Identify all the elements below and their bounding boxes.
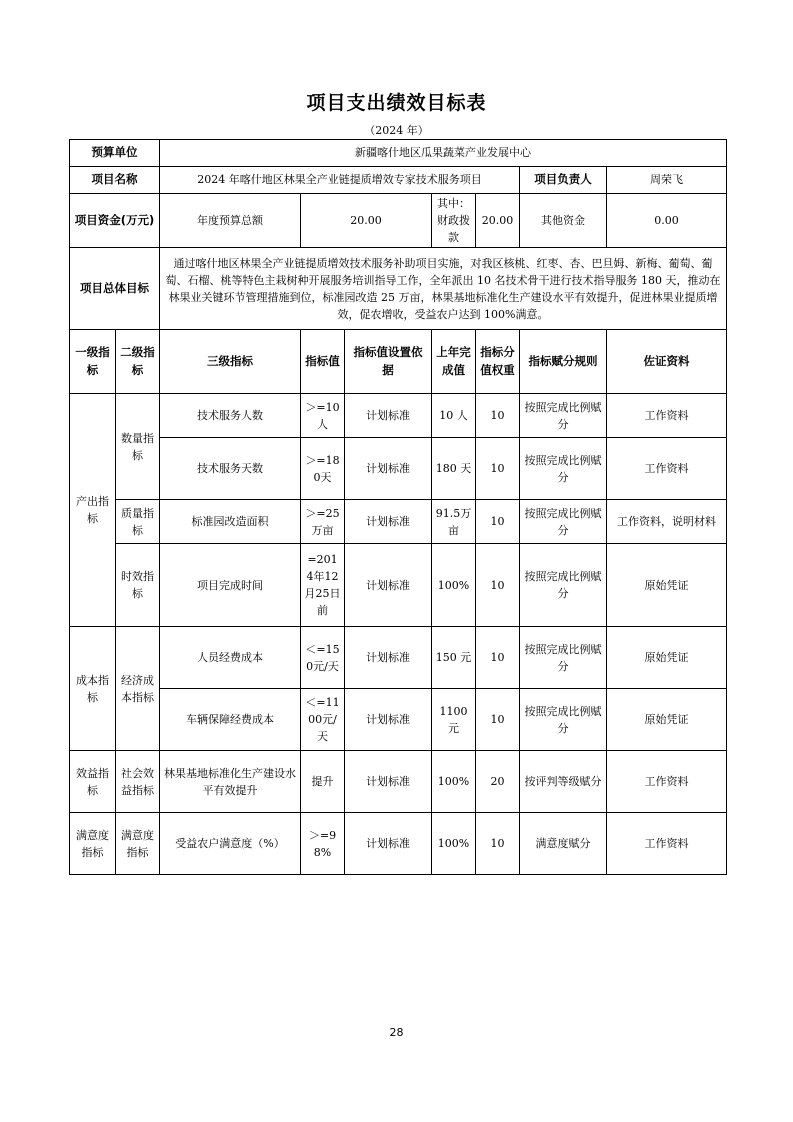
- indicator-name: 车辆保障经费成本: [160, 689, 301, 751]
- indicator-value: ＞=98%: [301, 813, 345, 875]
- fiscal-value: 20.00: [476, 194, 520, 248]
- indicator-weight: 10: [476, 500, 520, 544]
- indicator-rule: 按照完成比例赋分: [520, 627, 607, 689]
- annual-label: 年度预算总额: [160, 194, 301, 248]
- indicator-basis: 计划标准: [345, 500, 432, 544]
- table-row: [70, 500, 727, 544]
- indicator-evidence: 工作资料: [607, 751, 727, 813]
- table-row: [70, 544, 727, 627]
- indicator-last-year: 150 元: [432, 627, 476, 689]
- indicator-evidence: 工作资料，说明材料: [607, 500, 727, 544]
- name-value: 2024 年喀什地区林果全产业链提质增效专家技术服务项目: [160, 167, 520, 194]
- header-rule: 指标赋分规则: [520, 330, 607, 394]
- header-level3: 三级指标: [160, 330, 301, 394]
- indicator-last-year: 100%: [432, 544, 476, 627]
- group-timeliness: 时效指标: [116, 544, 160, 627]
- other-label: 其他资金: [520, 194, 607, 248]
- indicator-evidence: 工作资料: [607, 394, 727, 438]
- table-row: [70, 438, 727, 500]
- indicator-weight: 10: [476, 544, 520, 627]
- indicator-rule: 按照完成比例赋分: [520, 544, 607, 627]
- indicator-rule: 按评判等级赋分: [520, 751, 607, 813]
- indicator-basis: 计划标准: [345, 544, 432, 627]
- other-value: 0.00: [607, 194, 727, 248]
- page-title: 项目支出绩效目标表: [306, 92, 487, 114]
- indicator-evidence: 原始凭证: [607, 627, 727, 689]
- indicator-basis: 计划标准: [345, 394, 432, 438]
- goal-label: 项目总体目标: [70, 248, 160, 330]
- indicator-value: ＞=10人: [301, 394, 345, 438]
- indicator-evidence: 工作资料: [607, 813, 727, 875]
- indicator-rule: 按照完成比例赋分: [520, 394, 607, 438]
- indicator-evidence: 原始凭证: [607, 689, 727, 751]
- indicator-name: 技术服务天数: [160, 438, 301, 500]
- indicator-last-year: 1100元: [432, 689, 476, 751]
- table-row: [70, 813, 727, 875]
- table-row: [70, 627, 727, 689]
- indicator-name: 人员经费成本: [160, 627, 301, 689]
- group-output: 产出指标: [70, 394, 116, 627]
- indicator-name: 项目完成时间: [160, 544, 301, 627]
- name-row: [70, 167, 727, 194]
- header-level1: 一级指标: [70, 330, 116, 394]
- group-cost: 成本指标: [70, 627, 116, 751]
- indicator-value: ＜=1100元/天: [301, 689, 345, 751]
- year-label: （2024 年）: [364, 124, 429, 137]
- indicator-basis: 计划标准: [345, 813, 432, 875]
- indicator-basis: 计划标准: [345, 689, 432, 751]
- header-row: [70, 330, 727, 394]
- indicator-last-year: 10 人: [432, 394, 476, 438]
- indicator-rule: 按照完成比例赋分: [520, 438, 607, 500]
- group-quantity: 数量指标: [116, 394, 160, 500]
- goal-value: 通过喀什地区林果全产业链提质增效技术服务补助项目实施，对我区核桃、红枣、杏、巴旦姆、新梅、葡萄、葡萄、石榴、桃等特色主栽树种开展服务培训指导工作，全年派出 10 名技术骨干进行技术指导服务 180 天，推动在林果业关键环节管理措施到位，标准园改造 25 万亩，林果基地标准化生产建设水平有效提升，促进林果业提质增效，促农增收，受益农户达到 100%满意。: [160, 248, 727, 330]
- indicator-name: 技术服务人数: [160, 394, 301, 438]
- fund-label: 项目资金(万元): [70, 194, 160, 248]
- indicator-basis: 计划标准: [345, 438, 432, 500]
- indicator-value: =2014年12月25日前: [301, 544, 345, 627]
- indicator-basis: 计划标准: [345, 751, 432, 813]
- indicator-evidence: 工作资料: [607, 438, 727, 500]
- table-row: [70, 689, 727, 751]
- indicator-last-year: 100%: [432, 751, 476, 813]
- indicator-weight: 20: [476, 751, 520, 813]
- group-economic-cost: 经济成本指标: [116, 627, 160, 751]
- unit-value: 新疆喀什地区瓜果蔬菜产业发展中心: [160, 140, 727, 167]
- indicator-name: 林果基地标准化生产建设水平有效提升: [160, 751, 301, 813]
- group-satisfaction-sub: 满意度指标: [116, 813, 160, 875]
- header-basis: 指标值设置依据: [345, 330, 432, 394]
- indicator-weight: 10: [476, 394, 520, 438]
- indicator-value: ＜=150元/天: [301, 627, 345, 689]
- annual-value: 20.00: [301, 194, 432, 248]
- page-number: 28: [389, 1026, 404, 1039]
- unit-row: [70, 140, 727, 167]
- indicator-value: 提升: [301, 751, 345, 813]
- indicator-evidence: 原始凭证: [607, 544, 727, 627]
- unit-label: 预算单位: [70, 140, 160, 167]
- table-row: [70, 751, 727, 813]
- indicator-basis: 计划标准: [345, 627, 432, 689]
- indicator-last-year: 100%: [432, 813, 476, 875]
- indicator-rule: 满意度赋分: [520, 813, 607, 875]
- fund-row: [70, 194, 727, 248]
- leader-label: 项目负责人: [520, 167, 607, 194]
- indicator-rule: 按照完成比例赋分: [520, 689, 607, 751]
- indicator-last-year: 91.5万亩: [432, 500, 476, 544]
- indicator-weight: 10: [476, 438, 520, 500]
- group-benefit: 效益指标: [70, 751, 116, 813]
- indicator-value: ＞=25万亩: [301, 500, 345, 544]
- indicator-weight: 10: [476, 813, 520, 875]
- header-last-year: 上年完成值: [432, 330, 476, 394]
- indicator-last-year: 180 天: [432, 438, 476, 500]
- group-social-benefit: 社会效益指标: [116, 751, 160, 813]
- header-weight: 指标分值权重: [476, 330, 520, 394]
- indicator-value: ＞=180天: [301, 438, 345, 500]
- name-label: 项目名称: [70, 167, 160, 194]
- indicator-name: 标准园改造面积: [160, 500, 301, 544]
- table-row: [70, 394, 727, 438]
- indicator-name: 受益农户满意度（%）: [160, 813, 301, 875]
- header-value: 指标值: [301, 330, 345, 394]
- goal-row: [70, 248, 727, 330]
- performance-table: [69, 139, 727, 875]
- group-quality: 质量指标: [116, 500, 160, 544]
- header-evidence: 佐证资料: [607, 330, 727, 394]
- indicator-rule: 按照完成比例赋分: [520, 500, 607, 544]
- fiscal-label: 其中：财政拨款: [432, 194, 476, 248]
- leader-value: 周荣飞: [607, 167, 727, 194]
- group-satisfaction: 满意度指标: [70, 813, 116, 875]
- indicator-weight: 10: [476, 689, 520, 751]
- indicator-weight: 10: [476, 627, 520, 689]
- header-level2: 二级指标: [116, 330, 160, 394]
